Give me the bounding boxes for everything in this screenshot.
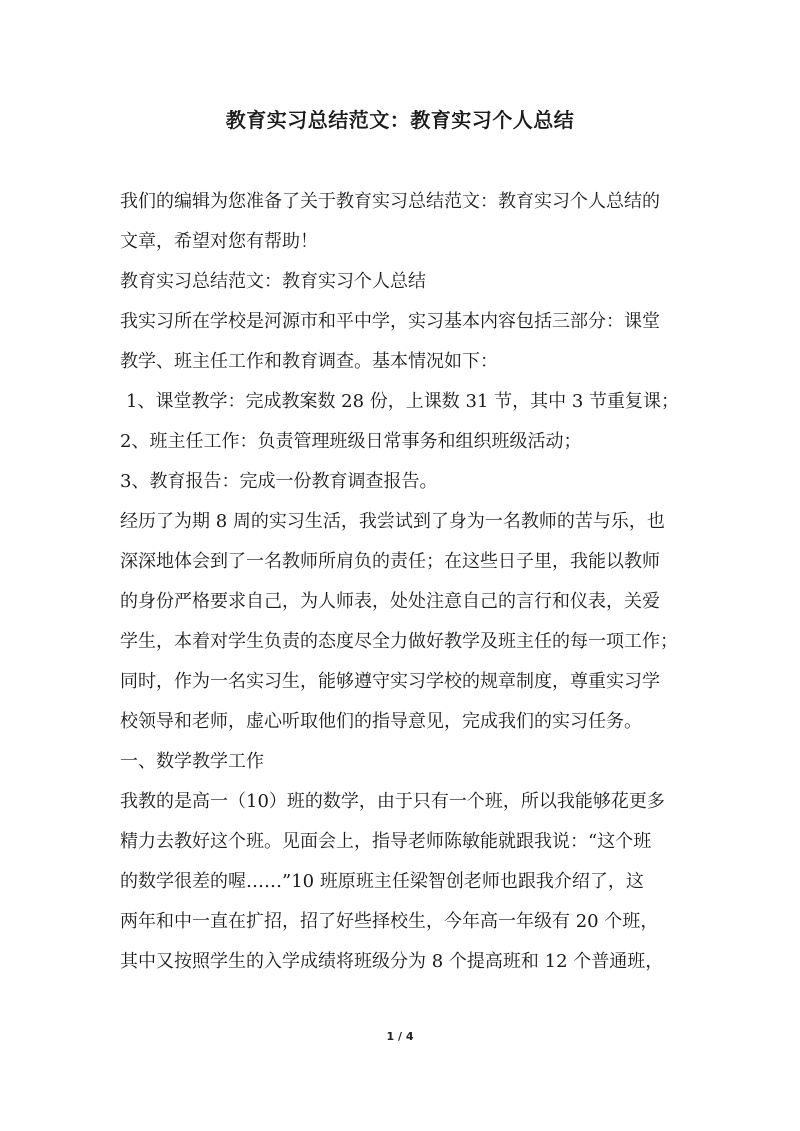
text-line: 深深地体会到了一名教师所肩负的责任；在这些日子里，我能以教师 xyxy=(120,551,660,572)
paragraph-intro xyxy=(120,182,686,262)
text-line: 其中又按照学生的入学成绩将班级分为 8 个提高班和 12 个普通班， xyxy=(120,951,664,972)
paragraph-experience xyxy=(120,502,686,742)
text-line: 的身份严格要求自己，为人师表，处处注意自己的言行和仪表，关爱 xyxy=(120,591,660,612)
document-body xyxy=(120,182,686,982)
paragraph-item-2 xyxy=(120,422,686,462)
text-line: 精力去教好这个班。见面会上，指导老师陈敏能就跟我说：“这个班 xyxy=(120,831,652,852)
text-line: 2、班主任工作：负责管理班级日常事务和组织班级活动； xyxy=(120,431,582,452)
paragraph-subtitle xyxy=(120,262,686,302)
page-number: 1 / 4 xyxy=(386,1030,414,1043)
text-line: 我们的编辑为您准备了关于教育实习总结范文：教育实习个人总结的 xyxy=(120,191,660,212)
text-line: 两年和中一直在扩招，招了好些择校生，今年高一年级有 20 个班， xyxy=(120,911,659,932)
text-line: 同时，作为一名实习生，能够遵守实习学校的规章制度，尊重实习学 xyxy=(120,671,660,692)
paragraph-overview xyxy=(120,302,686,382)
text-line: 文章，希望对您有帮助！ xyxy=(120,231,318,252)
text-line: 1、课堂教学：完成教案数 28 份，上课数 31 节，其中 3 节重复课； xyxy=(126,391,680,412)
text-line: 我实习所在学校是河源市和平中学，实习基本内容包括三部分：课堂 xyxy=(120,311,660,332)
paragraph-teaching xyxy=(120,782,686,982)
text-line: 我教的是高一（10）班的数学，由于只有一个班，所以我能够花更多 xyxy=(120,791,665,812)
text-line: 经历了为期 8 周的实习生活，我尝试到了身为一名教师的苦与乐，也 xyxy=(120,511,665,532)
text-line: 校领导和老师，虚心听取他们的指导意见，完成我们的实习任务。 xyxy=(120,711,642,732)
paragraph-item-1 xyxy=(120,382,686,422)
text-line: 教育实习总结范文：教育实习个人总结 xyxy=(120,271,426,292)
paragraph-item-3 xyxy=(120,462,686,502)
section-heading xyxy=(120,742,686,782)
text-line: 学生，本着对学生负责的态度尽全力做好教学及班主任的每一项工作； xyxy=(120,631,678,652)
text-line: 教学、班主任工作和教育调查。基本情况如下： xyxy=(120,351,498,372)
text-line: 的数学很差的喔……”10 班原班主任梁智创老师也跟我介绍了，这 xyxy=(120,871,644,892)
document-title: 教育实习总结范文：教育实习个人总结 xyxy=(225,108,575,132)
text-line: 3、教育报告：完成一份教育调查报告。 xyxy=(120,471,438,492)
text-line: 一、数学教学工作 xyxy=(120,751,264,772)
